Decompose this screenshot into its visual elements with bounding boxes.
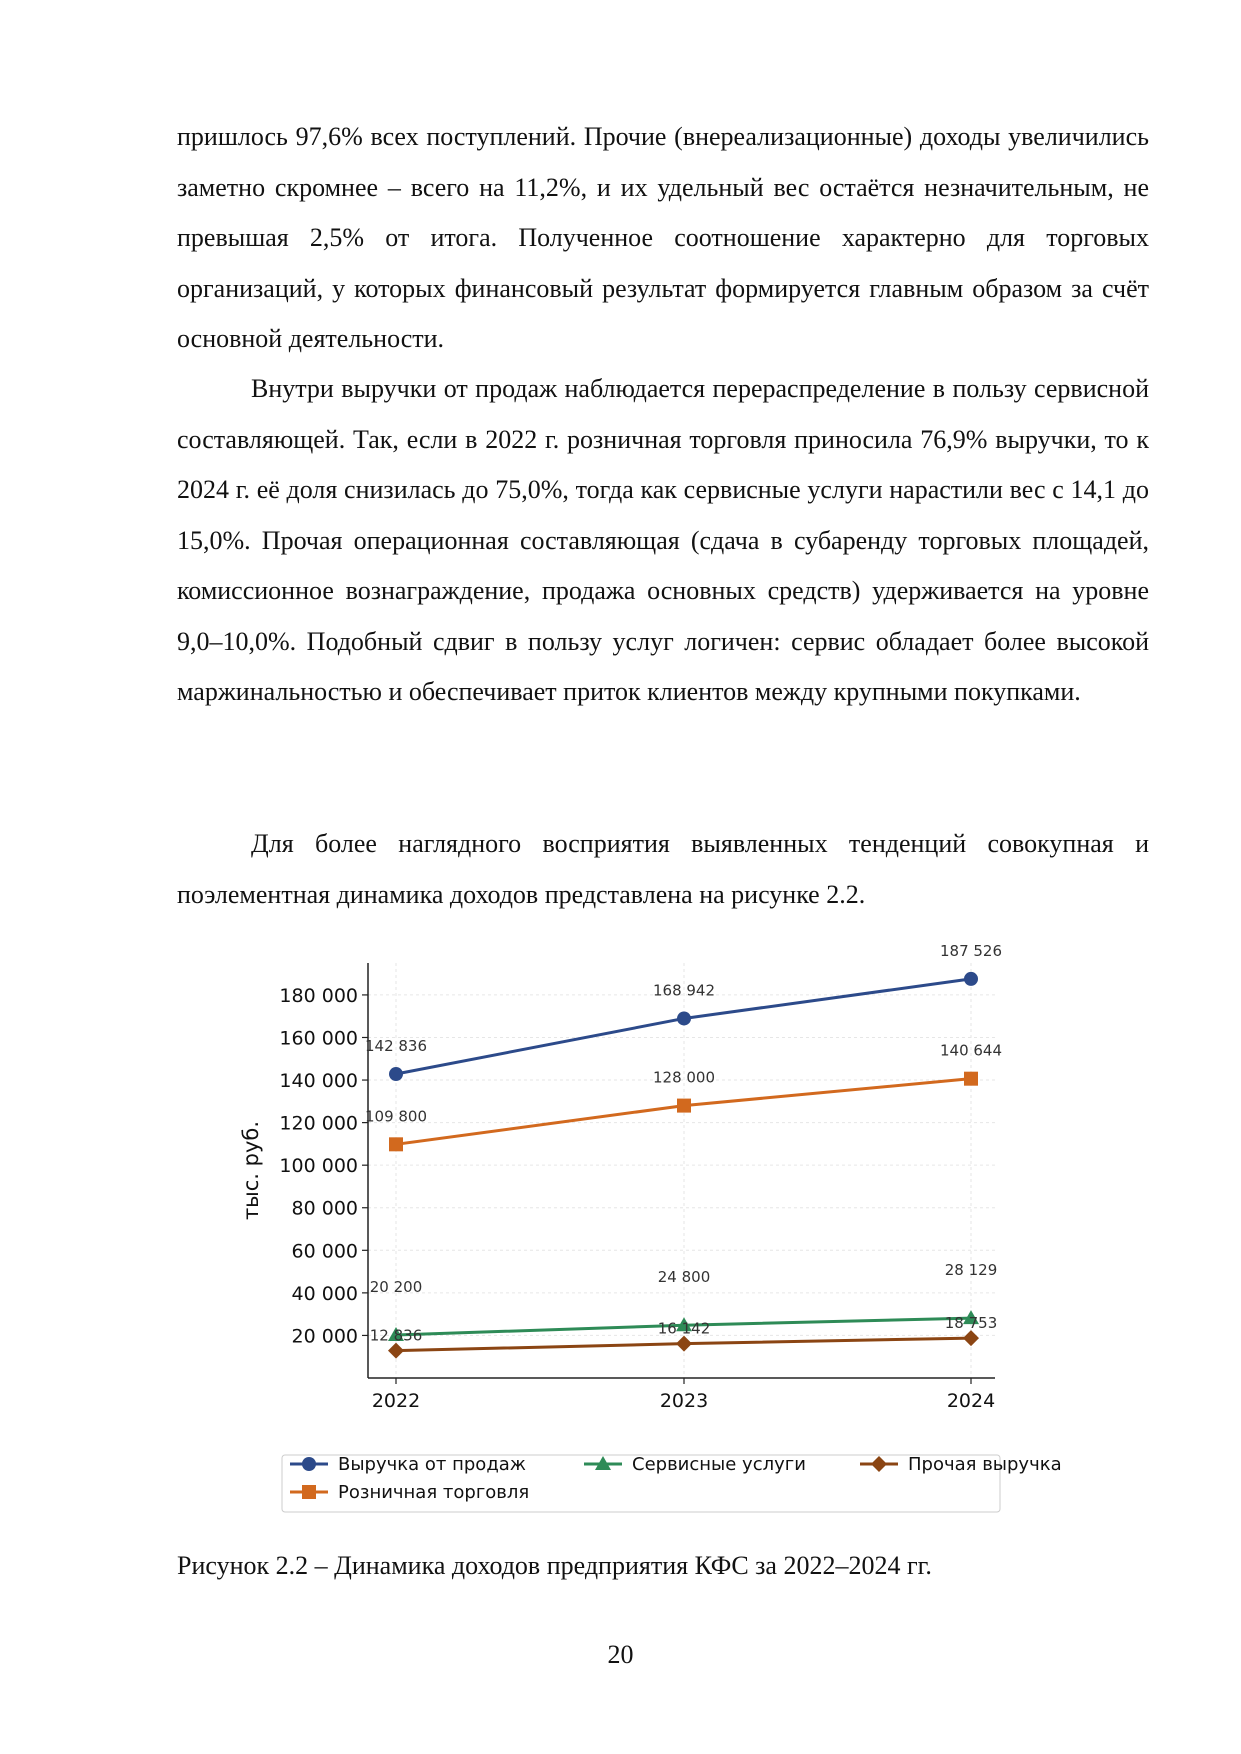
data-label: 140 644 (939, 1041, 1003, 1060)
legend-marker (302, 1485, 316, 1499)
data-point (964, 1072, 978, 1086)
y-tick-label: 120 000 (279, 1112, 358, 1135)
data-label: 168 942 (652, 981, 716, 1000)
data-label: 142 836 (364, 1037, 428, 1056)
y-tick-label: 160 000 (279, 1027, 358, 1050)
y-tick-label: 140 000 (279, 1070, 358, 1093)
figure-caption: Рисунок 2.2 – Динамика доходов предприятия КФС за 2022–2024 гг. (177, 1551, 932, 1580)
data-label: 12 836 (369, 1326, 423, 1345)
data-point (388, 1343, 404, 1359)
data-label: 24 800 (657, 1268, 711, 1287)
data-point (964, 972, 978, 986)
y-tick-label: 60 000 (291, 1240, 358, 1263)
data-label: 109 800 (364, 1107, 428, 1126)
y-tick-label: 40 000 (291, 1282, 358, 1305)
y-tick-label: 20 000 (291, 1325, 358, 1348)
data-label: 18 753 (944, 1314, 998, 1333)
legend-label: Розничная торговля (338, 1482, 530, 1503)
data-label: 187 526 (939, 941, 1003, 960)
x-tick-label: 2022 (371, 1390, 421, 1412)
legend-label: Прочая выручка (908, 1454, 1062, 1475)
y-tick-label: 180 000 (279, 984, 358, 1007)
legend-label: Сервисные услуги (632, 1454, 806, 1475)
paragraph-3-text: Для более наглядного восприятия выявленных тенденций совокупная и поэлементная динамика доходов представлена на рисунке 2.2. (177, 829, 1149, 909)
data-label: 128 000 (652, 1068, 716, 1087)
data-point (389, 1067, 403, 1081)
paragraph-1 (177, 112, 1149, 365)
y-tick-label: 100 000 (279, 1155, 358, 1178)
page-number: 20 (607, 1640, 634, 1669)
income-dynamics-chart (228, 940, 1108, 1530)
data-label: 20 200 (369, 1278, 423, 1297)
data-label: 28 129 (944, 1261, 998, 1280)
data-point (963, 1330, 979, 1346)
paragraph-3 (177, 819, 1149, 920)
paragraph-2 (177, 364, 1149, 718)
paragraph-2-text: Внутри выручки от продаж наблюдается перераспределение в пользу сервисной составляющей. Так, если в 2022 г. розничная торговля приносила 76,9% выручки, то к 2024 г. её доля снизилась до 75,0%, тогда как сервисные услуги нарастили вес с 14,1 до 15,0%. Прочая операционная составляющая (сдача в субаренду торговых площадей, комиссионное вознаграждение, продажа основных средств) удерживается на уровне 9,0–10,0%. Подобный сдвиг в пользу услуг логичен: сервис обладает более высокой маржинальностью и обеспечивает приток клиентов между крупными покупками. (177, 374, 1149, 706)
legend-marker (302, 1457, 316, 1471)
data-point (677, 1011, 691, 1025)
data-point (677, 1099, 691, 1113)
data-point (389, 1137, 403, 1151)
x-tick-label: 2023 (659, 1390, 709, 1412)
x-tick-label: 2024 (946, 1390, 996, 1412)
y-axis-label: тыс. руб. (239, 1120, 263, 1221)
legend-label: Выручка от продаж (338, 1454, 527, 1475)
y-tick-label: 80 000 (291, 1197, 358, 1220)
data-point (676, 1336, 692, 1352)
data-label: 16 142 (657, 1319, 711, 1338)
paragraph-1-text: пришлось 97,6% всех поступлений. Прочие (внереализационные) доходы увеличились заметно скромнее – всего на 11,2%, и их удельный вес остаётся незначительным, не превышая 2,5% от итога. Полученное соотношение характерно для торговых организаций, у которых финансовый результат формируется главным образом за счёт основной деятельности. (177, 122, 1149, 353)
chart-svg (228, 940, 1108, 1530)
